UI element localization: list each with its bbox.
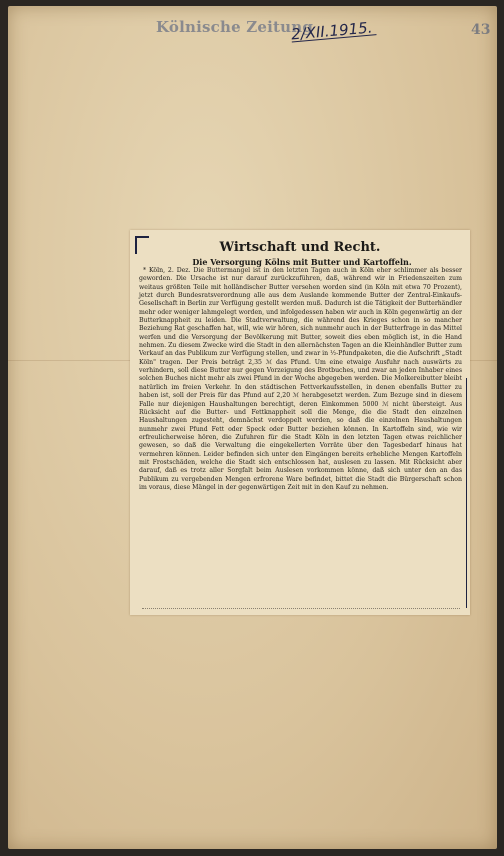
newspaper-clipping: [130, 230, 470, 615]
article-title: Wirtschaft und Recht.: [219, 240, 381, 255]
article-subtitle: Die Versorgung Kölns mit Butter und Kartoffeln.: [192, 257, 412, 267]
newspaper-name: Kölnische Zeitung: [156, 18, 314, 36]
clipping-cut-edge: [142, 608, 460, 613]
handwritten-date: 2/XII.1915.: [290, 18, 374, 44]
article-body: * Köln, 2. Dez. Die Buttermangel ist in den letzten Tagen auch in Köln eher schlimmer als besser geworden. Die Ursache ist nur darauf zurückzuführen, daß, während wir in Friedenszeiten zum weitaus größten Teile mit holländischer Butter versehen worden sind (in Köln mit etwa 70 Prozent), jetzt durch Bundesratsverordnung alle aus dem Auslande kommende Butter der Zentral-Einkaufs-Gesellschaft in Berlin zur Verfügung gestellt werden muß. Dadurch ist die Tätigkeit der Butterhändler mehr oder weniger lahmgelegt worden, und infolgedessen haben wir auch in Köln gegenwärtig an der Butterknappheit zu leiden. Die Stadtverwaltung, die während des Krieges schon in so mancher Beziehung Rat geschaffen hat, will, wie wir hören, sich nunmehr auch in der Butterfrage in das Mittel werfen und die Versorgung der Bevölkerung mit Butter, soweit dies eben möglich ist, in die Hand nehmen. Zu diesem Zwecke wird die Stadt in den allernächsten Tagen an die Kleinhändler Butter zum Verkauf an das Publikum zur Verfügung stellen, und zwar in ½-Pfundpaketen, die die Aufschrift „Stadt Köln" tragen. Der Preis beträgt 2,35 ℳ das Pfund. Um eine etwaige Ausfuhr nach auswärts zu verhindern, soll diese Butter nur gegen Vorzeigung des Brotbuches, und zwar an jeden Inhaber eines solchen Buches nicht mehr als zwei Pfund in der Woche abgegeben werden. Die Molkereibutter bleibt natürlich im freien Verkehr. In den städtischen Fettverkaufsstellen, in denen ebenfalls Butter zu haben ist, soll der Preis für das Pfund auf 2,20 ℳ herabgesetzt werden. Zum Bezuge sind in diesem Falle nur diejenigen Haushaltungen berechtigt, deren Einkommen 5000 ℳ nicht übersteigt. Aus Rücksicht auf die Butter- und Fettknappheit soll die Menge, die die Stadt den einzelnen Haushaltungen zugesteht, demnächst verdoppelt werden, so daß die einzelnen Haushaltungen nunmehr zwei Pfund Fett oder Speck oder Butter beziehen können. In Kartoffeln sind, wie wir erfreulicherweise hören, die Zufuhren für die Stadt Köln in den letzten Tagen etwas reichlicher gewesen, so daß die Verwaltung die eingekellerten Vorräte über den Tagesbedarf hinaus hat vermehren können. Leider befinden sich unter den Eingängen bereits erhebliche Mengen Kartoffeln mit Frostschäden, welche die Stadt sich entschlossen hat, auslesen zu lassen. Mit Rücksicht aber darauf, daß es trotz aller Sorgfalt beim Auslesen vorkommen könne, daß sich unter den an das Publikum zu vergebenden Mengen erfrorene Ware befindet, bittet die Stadt die Bürgerschaft schon im voraus, diese Mängel in der gegenwärtigen Zeit mit in den Kauf zu nehmen.: [139, 267, 462, 491]
page-number: 43: [471, 22, 491, 38]
archive-sheet: [8, 6, 497, 849]
pencil-margin-line: [466, 378, 467, 608]
